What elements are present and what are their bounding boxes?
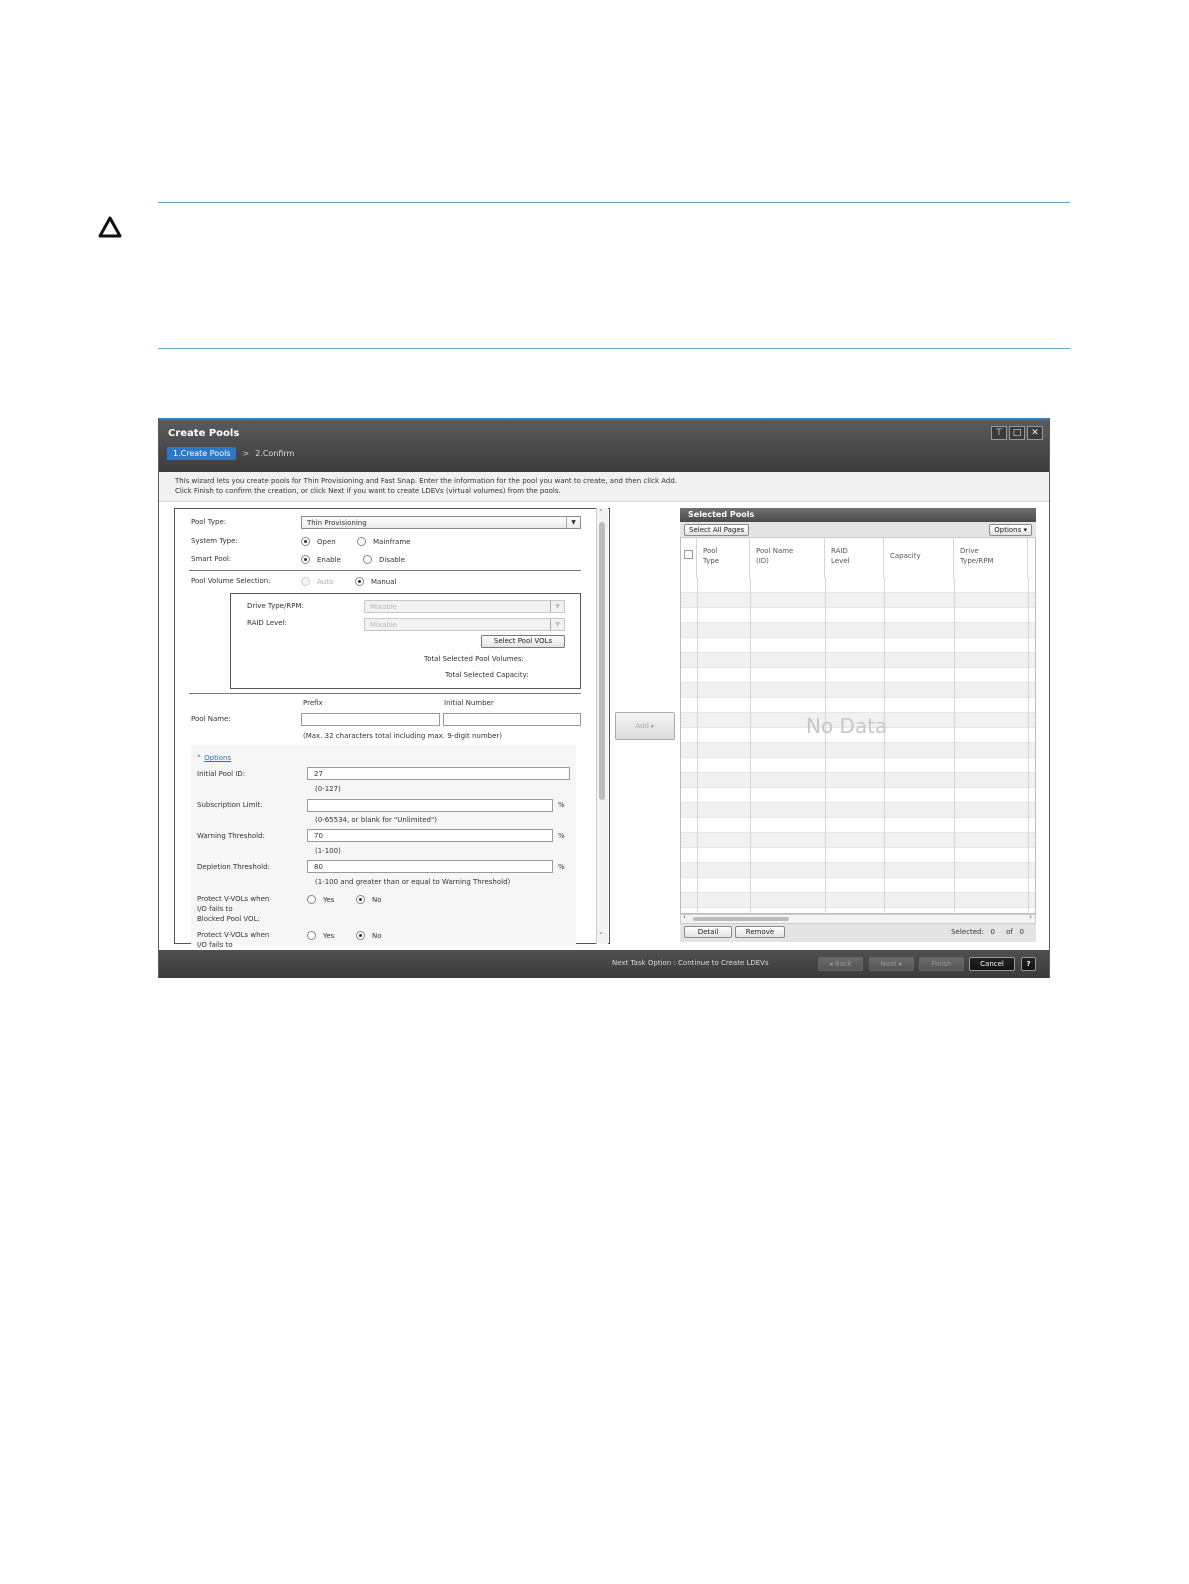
warning-threshold-input[interactable]: 70 (307, 829, 553, 842)
selected-count: 0 (990, 928, 995, 936)
subscription-limit-label: Subscription Limit: (197, 801, 263, 809)
table-horizontal-scrollbar[interactable] (680, 914, 1036, 924)
column-header-line: (ID) (756, 557, 769, 565)
column-header-line: Pool Name (756, 547, 794, 555)
cancel-button[interactable]: Cancel (969, 957, 1015, 971)
column-header-line: Type/RPM (960, 557, 994, 565)
options-link[interactable]: Options (204, 754, 232, 762)
depletion-threshold-input[interactable]: 80 (307, 860, 553, 873)
pool-name-label: Pool Name: (191, 715, 231, 723)
protect-full-yes-radio[interactable] (307, 931, 316, 940)
next-button[interactable]: Next ▸ (869, 957, 914, 971)
select-pool-vols-button[interactable]: Select Pool VOLs (481, 635, 565, 648)
chevron-up-icon[interactable]: ˄ (599, 509, 603, 517)
table-row (681, 578, 1035, 593)
raid-level-label: RAID Level: (247, 619, 287, 627)
drive-type-label: Drive Type/RPM: (247, 602, 304, 610)
column-header-line: RAID (831, 547, 848, 555)
percent-unit: % (558, 801, 565, 809)
warning-threshold-hint: (1-100) (315, 847, 341, 855)
system-type-label: System Type: (191, 537, 238, 545)
table-row (681, 608, 1035, 623)
system-type-open-radio[interactable] (301, 537, 310, 546)
top-rule (158, 202, 1070, 203)
protect-blocked-label-line: I/O fails to (197, 905, 233, 913)
smart-pool-disable-label: Disable (379, 556, 405, 564)
protect-blocked-no-radio[interactable] (356, 895, 365, 904)
table-row (681, 773, 1035, 788)
warning-threshold-label: Warning Threshold: (197, 832, 265, 840)
column-drive-type[interactable] (954, 538, 1028, 578)
pool-volume-manual-label: Manual (371, 578, 397, 586)
smart-pool-enable-label: Enable (317, 556, 341, 564)
raid-level-value: Mixable (370, 621, 398, 629)
table-row (681, 743, 1035, 758)
total-count: 0 (1019, 928, 1024, 936)
initial-pool-id-hint: (0-127) (315, 785, 341, 793)
wizard-description (159, 472, 1049, 502)
detail-button[interactable]: Detail (684, 926, 732, 938)
description-line: This wizard lets you create pools for Thin Provisioning and Fast Snap. Enter the information for the pool you want to create, and then click Add. (175, 477, 677, 485)
help-icon[interactable]: ? (1021, 957, 1036, 971)
column-capacity[interactable] (884, 538, 954, 578)
column-divider (697, 578, 698, 914)
remove-button[interactable]: Remove (735, 926, 785, 938)
protect-full-no-radio[interactable] (356, 931, 365, 940)
step-confirm: 2.Confirm (255, 449, 295, 458)
pool-volume-auto-label: Auto (317, 578, 334, 586)
selected-pools-toolbar (680, 522, 1036, 538)
system-type-open-label: Open (317, 538, 336, 546)
pin-icon[interactable]: ⊤ (991, 426, 1007, 440)
selected-pools-table (680, 538, 1036, 914)
column-divider (825, 578, 826, 914)
chevron-down-icon: ▼ (550, 619, 564, 630)
form-scrollbar[interactable] (596, 508, 608, 944)
caution-icon (98, 216, 122, 238)
column-header-line: Level (831, 557, 850, 565)
table-row (681, 803, 1035, 818)
total-selected-volumes-label: Total Selected Pool Volumes: (424, 655, 524, 663)
total-selected-capacity-label: Total Selected Capacity: (445, 671, 529, 679)
table-row (681, 788, 1035, 803)
table-row (681, 878, 1035, 893)
chevron-down-icon: ▼ (550, 601, 564, 612)
of-label: of (1006, 928, 1013, 936)
pool-name-prefix-input[interactable] (301, 713, 440, 726)
table-row (681, 623, 1035, 638)
divider (189, 570, 581, 571)
protect-full-label-line: Protect V-VOLs when (197, 931, 270, 939)
column-header-line: Pool (703, 547, 718, 555)
system-type-mainframe-label: Mainframe (373, 538, 411, 546)
column-raid-level[interactable] (825, 538, 884, 578)
dialog-header (159, 420, 1049, 472)
protect-full-label-line: I/O fails to (197, 941, 233, 949)
pool-volume-manual-radio[interactable] (355, 577, 364, 586)
table-row (681, 593, 1035, 608)
prefix-label: Prefix (303, 699, 323, 707)
selected-pools-footer (680, 924, 1036, 942)
options-button[interactable]: Options ▾ (989, 524, 1032, 536)
protect-blocked-yes-radio[interactable] (307, 895, 316, 904)
back-button[interactable]: ◂ Back (818, 957, 863, 971)
protect-blocked-yes-label: Yes (323, 896, 335, 904)
scrollbar-thumb[interactable] (599, 522, 605, 800)
chevron-down-icon[interactable]: ˅ (599, 932, 603, 940)
table-row (681, 668, 1035, 683)
smart-pool-enable-radio[interactable] (301, 555, 310, 564)
table-row (681, 653, 1035, 668)
select-all-checkbox-cell (681, 538, 697, 578)
close-icon[interactable]: ✕ (1027, 426, 1043, 440)
column-divider (884, 578, 885, 914)
table-row (681, 683, 1035, 698)
subscription-limit-hint: (0-65534, or blank for "Unlimited") (315, 816, 437, 824)
protect-blocked-label-line: Protect V-VOLs when (197, 895, 270, 903)
column-header-line: Drive (960, 547, 979, 555)
step-create-pools: 1.Create Pools (167, 447, 236, 460)
pool-name-initial-number-input[interactable] (443, 713, 581, 726)
wizard-steps (167, 447, 294, 460)
percent-unit: % (558, 863, 565, 871)
options-toggle[interactable] (196, 754, 231, 762)
raid-level-select[interactable] (364, 618, 565, 631)
pool-type-label: Pool Type: (191, 518, 227, 526)
table-row (681, 848, 1035, 863)
select-all-pages-button[interactable]: Select All Pages (684, 524, 749, 536)
table-row (681, 638, 1035, 653)
window-controls (991, 426, 1043, 440)
pool-type-select[interactable] (301, 516, 581, 529)
column-divider (750, 578, 751, 914)
selected-label: Selected: (951, 928, 984, 936)
protect-full-yes-label: Yes (323, 932, 335, 940)
divider (189, 693, 581, 694)
description-line: Click Finish to confirm the creation, or click Next if you want to create LDEVs (virtual volumes) from the pools. (175, 487, 561, 495)
select-all-checkbox[interactable] (684, 550, 693, 559)
initial-number-label: Initial Number (444, 699, 494, 707)
table-row (681, 818, 1035, 833)
column-divider (954, 578, 955, 914)
subscription-limit-input[interactable] (307, 799, 553, 812)
pool-name-hint: (Max. 32 characters total including max. 9-digit number) (303, 732, 502, 740)
bottom-rule (158, 348, 1070, 349)
smart-pool-disable-radio[interactable] (363, 555, 372, 564)
column-header-line: Type (703, 557, 720, 565)
protect-full-no-label: No (372, 932, 382, 940)
step-separator: > (242, 449, 250, 458)
initial-pool-id-label: Initial Pool ID: (197, 770, 246, 778)
chevron-right-icon[interactable]: › (1029, 913, 1032, 921)
table-row (681, 833, 1035, 848)
double-chevron-up-icon: ⌃ (196, 754, 202, 762)
column-pool-name[interactable] (750, 538, 825, 578)
table-row (681, 698, 1035, 713)
protect-blocked-no-label: No (372, 896, 382, 904)
selection-count (951, 928, 1024, 936)
column-divider (1028, 578, 1029, 914)
pool-settings-form (174, 508, 610, 949)
no-data-message: No Data (806, 714, 888, 738)
chevron-down-icon: ▼ (566, 517, 580, 528)
finish-button[interactable]: Finish (919, 957, 964, 971)
table-row (681, 758, 1035, 773)
selected-pools-title: Selected Pools (680, 508, 1036, 522)
initial-pool-id-input[interactable]: 27 (307, 767, 570, 780)
percent-unit: % (558, 832, 565, 840)
drive-type-value: Mixable (370, 603, 398, 611)
pool-type-value: Thin Provisioning (307, 519, 367, 527)
depletion-threshold-label: Depletion Threshold: (197, 863, 270, 871)
maximize-icon[interactable]: □ (1009, 426, 1025, 440)
protect-blocked-label-line: Blocked Pool VOL: (197, 915, 260, 923)
pool-volume-selection-label: Pool Volume Selection: (191, 577, 271, 585)
add-button[interactable]: Add ▸ (615, 712, 675, 740)
create-pools-dialog (158, 418, 1050, 978)
dialog-footer (159, 950, 1049, 978)
depletion-threshold-hint: (1-100 and greater than or equal to Warning Threshold) (315, 878, 511, 886)
dialog-title: Create Pools (168, 428, 240, 439)
chevron-left-icon[interactable]: ‹ (683, 913, 686, 921)
column-pool-type[interactable] (697, 538, 750, 578)
pool-volume-auto-radio[interactable] (301, 577, 310, 586)
smart-pool-label: Smart Pool: (191, 555, 232, 563)
system-type-mainframe-radio[interactable] (357, 537, 366, 546)
column-header-line: Capacity (890, 552, 921, 560)
table-row (681, 863, 1035, 878)
scrollbar-thumb[interactable] (693, 917, 789, 921)
next-task-option[interactable]: Next Task Option : Continue to Create LDEVs (612, 959, 769, 967)
table-row (681, 893, 1035, 908)
selected-pools-panel (680, 508, 1036, 944)
drive-type-select[interactable] (364, 600, 565, 613)
